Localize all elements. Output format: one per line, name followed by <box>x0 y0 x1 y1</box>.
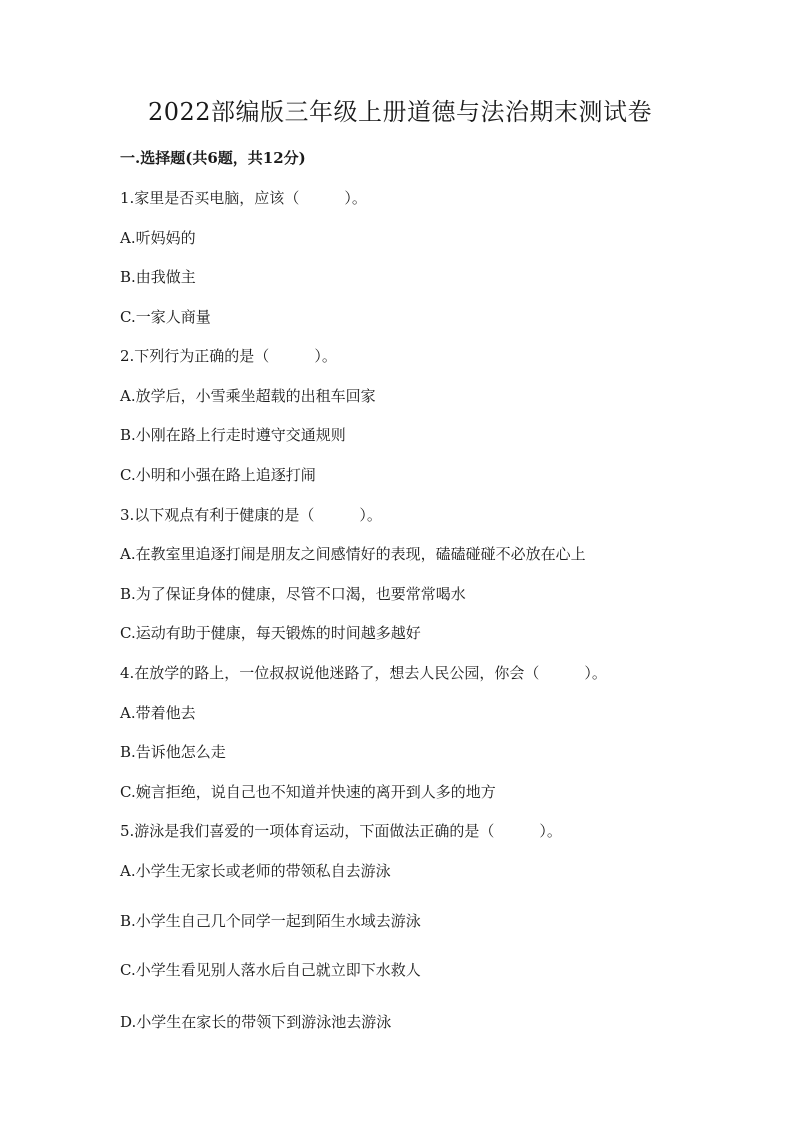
question-4-option-a: A.带着他去 <box>120 704 196 722</box>
exam-title: 2022部编版三年级上册道德与法治期末测试卷 <box>147 98 653 126</box>
question-1-option-b: B.由我做主 <box>120 268 196 286</box>
question-3-stem: 3.以下观点有利于健康的是（ ）。 <box>120 506 382 524</box>
question-5-option-b: B.小学生自己几个同学一起到陌生水域去游泳 <box>120 912 421 930</box>
question-5-option-c: C.小学生看见别人落水后自己就立即下水救人 <box>120 961 421 979</box>
question-5-stem: 5.游泳是我们喜爱的一项体育运动，下面做法正确的是（ ）。 <box>120 822 562 840</box>
question-2-option-a: A.放学后，小雪乘坐超载的出租车回家 <box>120 387 376 405</box>
question-5-option-d: D.小学生在家长的带领下到游泳池去游泳 <box>120 1013 392 1031</box>
question-4-option-b: B.告诉他怎么走 <box>120 743 226 761</box>
question-3-option-a: A.在教室里追逐打闹是朋友之间感情好的表现，磕磕碰碰不必放在心上 <box>120 545 586 563</box>
question-3-option-c: C.运动有助于健康，每天锻炼的时间越多越好 <box>120 624 421 642</box>
question-1-option-c: C.一家人商量 <box>120 308 211 326</box>
question-4-stem: 4.在放学的路上，一位叔叔说他迷路了，想去人民公园，你会（ ）。 <box>120 664 607 682</box>
question-4-option-c: C.婉言拒绝，说自己也不知道并快速的离开到人多的地方 <box>120 783 496 801</box>
question-1-option-a: A.听妈妈的 <box>120 229 196 247</box>
section-heading: 一.选择题(共6题，共12分) <box>120 149 306 167</box>
question-2-stem: 2.下列行为正确的是（ ）。 <box>120 347 337 365</box>
question-1-stem: 1.家里是否买电脑，应该（ ）。 <box>120 189 367 207</box>
question-2-option-b: B.小刚在路上行走时遵守交通规则 <box>120 426 346 444</box>
question-3-option-b: B.为了保证身体的健康，尽管不口渴，也要常常喝水 <box>120 585 466 603</box>
question-2-option-c: C.小明和小强在路上追逐打闹 <box>120 466 316 484</box>
question-5-option-a: A.小学生无家长或老师的带领私自去游泳 <box>120 862 391 880</box>
